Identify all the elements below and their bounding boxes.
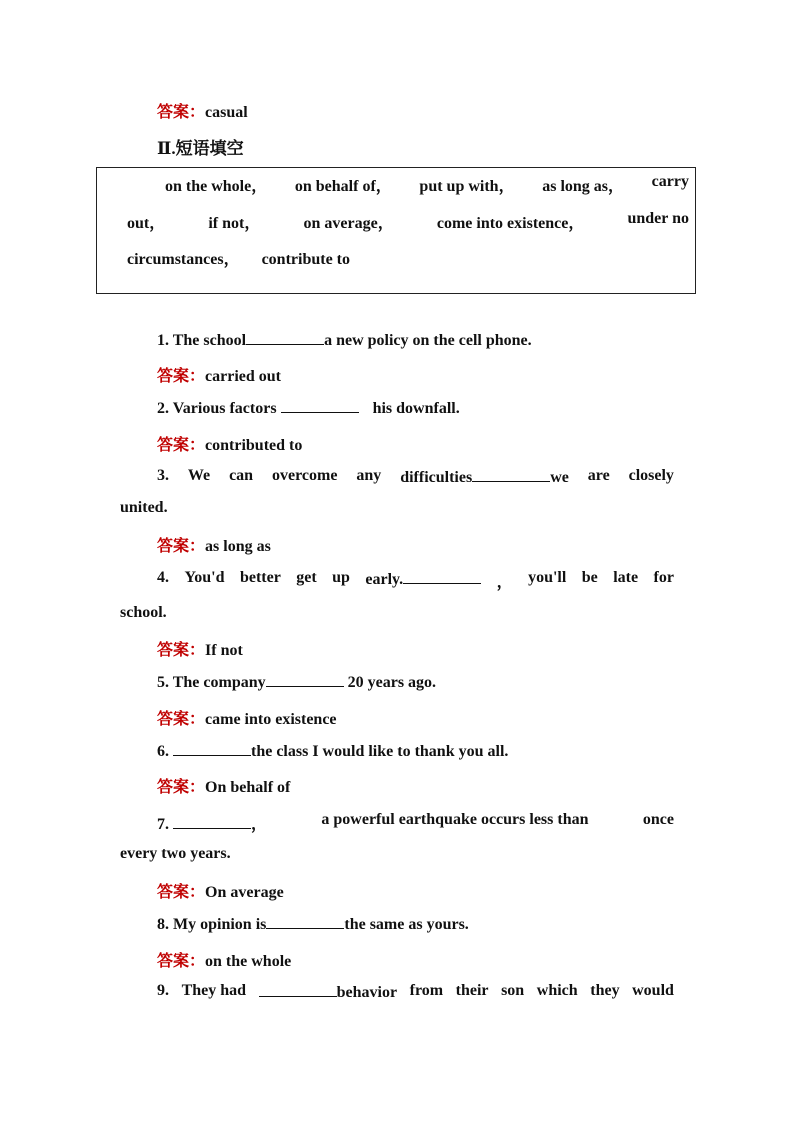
answer-text: as long as xyxy=(205,538,271,555)
word-bank-phrase: on the whole， xyxy=(165,178,268,195)
question-8 xyxy=(157,914,469,934)
word-bank-line-1 xyxy=(165,173,689,196)
question-word: You'd xyxy=(184,569,225,586)
answer-blank xyxy=(173,814,251,829)
answer-blank xyxy=(403,569,481,584)
question-number: 5. xyxy=(157,674,169,691)
question-text: the class I would like to thank you all. xyxy=(251,743,509,760)
question-word: overcome xyxy=(271,467,338,484)
answer-6 xyxy=(157,774,290,797)
question-text: Various factors xyxy=(172,400,277,417)
answer-2 xyxy=(157,432,302,455)
question-word: from xyxy=(409,982,444,999)
question-word: ， xyxy=(251,816,268,833)
question-3-continued: united. xyxy=(120,499,168,516)
question-word: up xyxy=(332,569,350,586)
question-word: early. xyxy=(365,571,404,588)
question-word: which xyxy=(536,982,578,999)
question-number: 4. xyxy=(157,569,169,586)
question-number: 6. xyxy=(157,743,169,760)
word-bank-phrase: on behalf of， xyxy=(294,178,392,195)
word-bank-phrase: carry xyxy=(651,173,689,190)
question-9 xyxy=(157,982,674,1002)
word-bank-phrase: put up with， xyxy=(419,178,515,195)
question-7 xyxy=(157,811,674,834)
answer-blank xyxy=(266,914,344,929)
question-4-continued: school. xyxy=(120,604,167,621)
answer-label: 答案： xyxy=(157,779,206,796)
word-bank-phrase: as long as， xyxy=(542,178,625,195)
question-word: can xyxy=(229,467,254,484)
answer-label: 答案： xyxy=(157,437,206,454)
question-text: the same as yours. xyxy=(344,916,469,933)
answer-1 xyxy=(157,363,281,386)
question-1 xyxy=(157,330,532,350)
question-word: ， xyxy=(496,574,513,591)
word-bank-phrase: contribute to xyxy=(261,251,351,268)
question-number: 7. xyxy=(157,816,169,833)
question-text: My opinion is xyxy=(173,916,267,933)
answer-label: 答案： xyxy=(157,368,206,385)
answer-3 xyxy=(157,533,271,556)
word-bank-phrase: if not， xyxy=(208,215,261,232)
word-bank-phrase: under no xyxy=(627,210,689,227)
answer-text: On behalf of xyxy=(205,779,291,796)
question-text: 20 years ago. xyxy=(347,674,437,691)
question-word: they xyxy=(590,982,620,999)
question-word: behavior xyxy=(336,984,398,1001)
answer-label: 答案： xyxy=(157,642,206,659)
question-5 xyxy=(157,672,436,692)
question-word: We xyxy=(187,467,211,484)
answer-text: On average xyxy=(205,884,284,901)
word-bank-line-2 xyxy=(127,210,689,233)
word-bank-phrase: circumstances， xyxy=(127,251,240,268)
question-3 xyxy=(157,467,674,487)
question-text: a new policy on the cell phone. xyxy=(324,332,532,349)
answer-text: If not xyxy=(205,642,243,659)
question-text: The company xyxy=(172,674,266,691)
question-number: 1. xyxy=(157,332,169,349)
word-bank-phrase: out， xyxy=(127,215,166,232)
question-word: get xyxy=(296,569,317,586)
answer-label: 答案： xyxy=(157,953,206,970)
question-word: would xyxy=(632,982,674,999)
answer-8 xyxy=(157,948,291,971)
question-7-continued: every two years. xyxy=(120,845,231,862)
question-word: They had xyxy=(181,982,247,999)
question-number: 2. xyxy=(157,400,169,417)
question-text: his downfall. xyxy=(372,400,460,417)
question-word: any xyxy=(356,467,382,484)
word-bank-line-3 xyxy=(127,246,350,269)
question-text: The school xyxy=(172,332,247,349)
question-word: for xyxy=(653,569,674,586)
answer-text: contributed to xyxy=(205,437,303,454)
question-word: son xyxy=(501,982,525,999)
answer-text: carried out xyxy=(205,368,281,385)
question-2 xyxy=(157,398,460,418)
question-word: better xyxy=(239,569,281,586)
answer-label: 答案： xyxy=(157,884,206,901)
question-word: we xyxy=(550,469,569,486)
answer-4 xyxy=(157,637,243,660)
question-number: 8. xyxy=(157,916,169,933)
answer-text: came into existence xyxy=(205,711,337,728)
answer-label: 答案： xyxy=(157,104,206,121)
answer-blank xyxy=(281,398,359,413)
answer-blank xyxy=(472,467,550,482)
answer-text: on the whole xyxy=(205,953,292,970)
question-number: 9. xyxy=(157,982,169,999)
question-word: once xyxy=(642,811,674,828)
word-bank-phrase: on average， xyxy=(303,215,394,232)
word-bank-phrase: come into existence， xyxy=(436,215,585,232)
question-word: difficulties xyxy=(400,469,473,486)
question-word: a powerful earthquake occurs less than xyxy=(321,811,589,828)
section-title: Ⅱ.短语填空 xyxy=(157,139,244,158)
question-4 xyxy=(157,569,674,592)
answer-label: 答案： xyxy=(157,711,206,728)
answer-blank xyxy=(266,672,344,687)
prev-answer-line xyxy=(157,99,248,122)
question-6 xyxy=(157,741,508,761)
question-word: are xyxy=(587,467,610,484)
answer-blank xyxy=(259,982,337,997)
answer-label: 答案： xyxy=(157,538,206,555)
answer-7 xyxy=(157,879,284,902)
answer-5 xyxy=(157,706,337,729)
answer-blank xyxy=(173,741,251,756)
answer-blank xyxy=(246,330,324,345)
question-word: closely xyxy=(628,467,674,484)
question-word: late xyxy=(613,569,639,586)
question-word: their xyxy=(455,982,489,999)
answer-text: casual xyxy=(205,104,248,121)
question-word: you'll xyxy=(528,569,567,586)
question-word: be xyxy=(581,569,598,586)
question-number: 3. xyxy=(157,467,169,484)
